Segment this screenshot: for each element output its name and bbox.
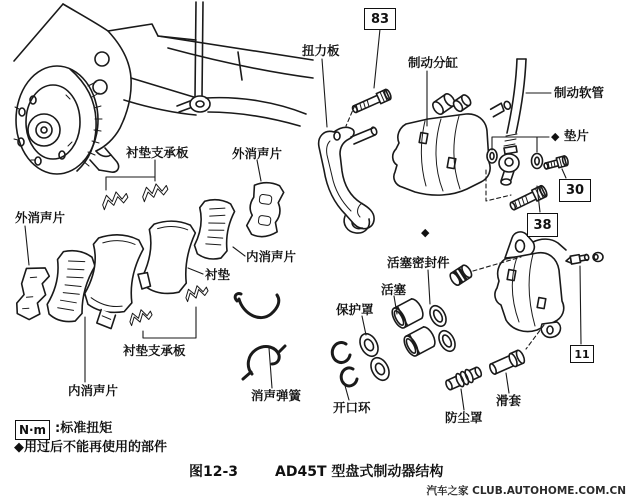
- label-piston: 活塞: [381, 282, 407, 297]
- label-dust-boot: 防尘罩: [445, 410, 483, 425]
- caliper-body-drawing: [495, 232, 603, 337]
- site-watermark: 汽车之家 CLUB.AUTOHOME.COM.CN: [426, 485, 626, 497]
- torque-box-83: [364, 8, 396, 30]
- non-reusable-diamond-icon: ◆: [421, 226, 430, 239]
- torque-box-11: [570, 345, 594, 363]
- legend-non-reusable-note: ◆用过后不能再使用的部件: [14, 440, 167, 455]
- torque-unit-label: N·m: [18, 423, 47, 437]
- figure-number: 图12-3: [189, 464, 239, 480]
- label-pad-support-plate-top: 衬垫支承板: [126, 145, 189, 160]
- label-brake-hose: 制动软管: [554, 85, 605, 100]
- torque-value-30: 30: [565, 183, 585, 198]
- brake-cylinder-drawing: [393, 92, 512, 195]
- union-bolt-drawing: [543, 155, 569, 171]
- label-protective-boot: 保护罩: [336, 302, 374, 317]
- label-sliding-sleeve: 滑套: [496, 393, 522, 408]
- antisqueal-springs-drawing: [235, 294, 285, 379]
- figure-title: AD45T 型盘式制动器结构: [275, 464, 444, 480]
- brake-hose-drawing: [487, 59, 543, 185]
- legend-torque-note: :标准扭矩: [55, 421, 113, 436]
- leader-lines: [25, 29, 581, 410]
- label-outer-shim-left: 外消声片: [15, 210, 66, 225]
- label-pad: 衬垫: [205, 267, 231, 282]
- torque-unit-box: [15, 420, 50, 440]
- label-piston-seal: 活塞密封件: [387, 255, 450, 270]
- label-snap-ring: 开口环: [333, 400, 371, 415]
- label-shim: [551, 129, 589, 143]
- label-brake-cylinder: 制动分缸: [408, 55, 459, 70]
- non-reusable-diamond-icon: ◆: [551, 130, 560, 143]
- brake-rotor-drawing: [14, 66, 102, 174]
- label-torque-plate: 扭力板: [302, 43, 340, 58]
- torque-value-83: 83: [370, 11, 390, 27]
- label-pad-support-plate-bottom: 衬垫支承板: [123, 343, 186, 358]
- caliper-mounting-bolt-drawing: [351, 89, 392, 116]
- torque-value-11: 11: [574, 347, 590, 361]
- torque-value-38: 38: [533, 217, 552, 233]
- cylinder-slide-bolt-drawing: [508, 185, 548, 213]
- label-antisqueal-spring: 消声弹簧: [251, 388, 302, 403]
- torque-box-38: [527, 213, 558, 237]
- label-inner-shim-right: 内消声片: [246, 249, 297, 264]
- label-shim-text: 垫片: [563, 128, 589, 143]
- torque-plate-drawing: [319, 126, 378, 233]
- label-inner-shim-bottom: 内消声片: [68, 383, 119, 398]
- torque-box-30: [559, 179, 591, 202]
- label-outer-shim-top: 外消声片: [232, 146, 283, 161]
